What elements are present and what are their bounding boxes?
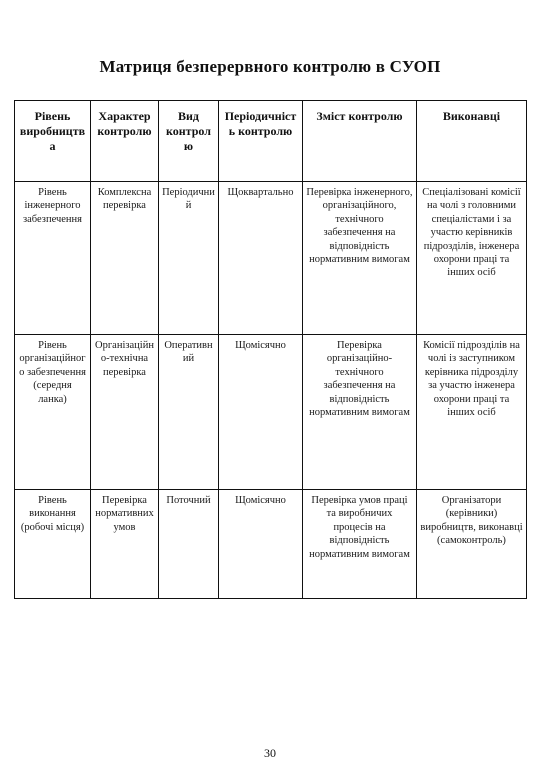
table-row xyxy=(15,182,527,335)
cell-periodicity: Щомісячно xyxy=(219,490,303,599)
cell-type: Поточний xyxy=(159,490,219,599)
cell-character: Комплексна перевірка xyxy=(91,182,159,335)
header-content: Зміст контролю xyxy=(303,101,417,182)
header-executors: Виконавці xyxy=(417,101,527,182)
cell-periodicity: Щоквартально xyxy=(219,182,303,335)
table-row xyxy=(15,335,527,490)
cell-type: Періодичний xyxy=(159,182,219,335)
cell-content: Перевірка інженерного, організаційного, технічного забезпечення на відповідність нормативним вимогам xyxy=(303,182,417,335)
page-title: Матриця безперервного контролю в СУОП xyxy=(99,57,441,76)
cell-content: Перевірка організаційно-технічного забезпечення на відповідність нормативним вимогам xyxy=(303,335,417,490)
header-character: Характер контролю xyxy=(91,101,159,182)
cell-type: Оперативний xyxy=(159,335,219,490)
cell-level: Рівень організаційного забезпечення (середня ланка) xyxy=(15,335,91,490)
page-number: 30 xyxy=(264,746,276,760)
table-header-row xyxy=(15,101,527,182)
cell-character: Перевірка нормативних умов xyxy=(91,490,159,599)
cell-character: Організаційно-технічна перевірка xyxy=(91,335,159,490)
header-periodicity: Періодичність контролю xyxy=(219,101,303,182)
header-level: Рівень виробництва xyxy=(15,101,91,182)
table-row xyxy=(15,490,527,599)
cell-executors: Організатори (керівники) виробництв, виконавці (самоконтроль) xyxy=(417,490,527,599)
cell-executors: Комісії підрозділів на чолі із заступником керівника підрозділу за участю інженера охорони праці та інших осіб xyxy=(417,335,527,490)
cell-level: Рівень виконання (робочі місця) xyxy=(15,490,91,599)
cell-content: Перевірка умов праці та виробничих процесів на відповідність нормативним вимогам xyxy=(303,490,417,599)
cell-periodicity: Щомісячно xyxy=(219,335,303,490)
control-matrix-table xyxy=(14,100,527,599)
cell-executors: Спеціалізовані комісії на чолі з головними спеціалістами і за участю керівників підрозділів, інженера охорони праці та інших осіб xyxy=(417,182,527,335)
cell-level: Рівень інженерного забезпечення xyxy=(15,182,91,335)
header-type: Вид контролю xyxy=(159,101,219,182)
